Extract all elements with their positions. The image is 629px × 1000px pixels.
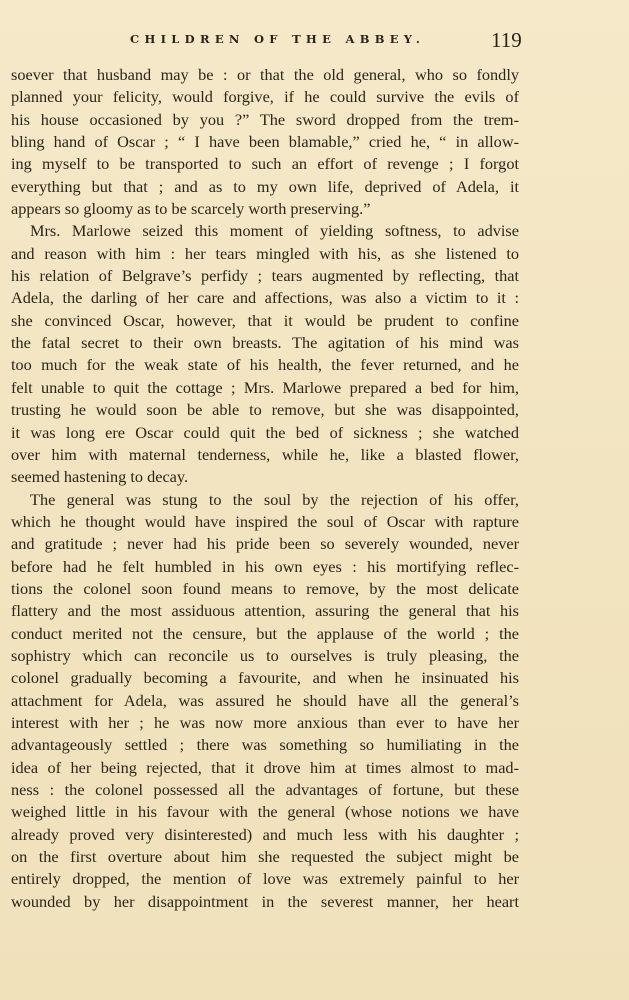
text-line: colonel gradually becoming a favourite, and when he insinuated his	[11, 668, 519, 688]
text-line: soever that husband may be : or that the old general, who so fondly	[11, 65, 519, 84]
text-line: sophistry which can reconcile us to ourselves is truly pleasing, the	[11, 645, 519, 665]
text-line: and gratitude ; never had his pride been so severely wounded, never	[11, 534, 519, 554]
text-line: appears so gloomy as to be scarcely worth preserving.”	[11, 199, 371, 219]
body-text	[11, 64, 519, 913]
text-line: everything but that ; and as to my own life, deprived of Adela, it	[11, 176, 519, 196]
text-line: before had he felt humbled in his own eyes : his mortifying reflec-	[11, 556, 519, 576]
page-header	[0, 30, 629, 54]
text-line: which he thought would have inspired the soul of Oscar with rapture	[11, 511, 519, 531]
text-line: his relation of Belgrave’s perfidy ; tears augmented by reflecting, that	[11, 266, 519, 286]
text-line: bling hand of Oscar ; “ I have been blamable,” cried he, “ in allow-	[11, 132, 519, 152]
text-line: his house occasioned by you ?” The sword dropped from the trem-	[11, 109, 519, 129]
text-line: interest with her ; he was now more anxious than ever to have her	[11, 712, 519, 732]
text-line: weighed little in his favour with the general (whose notions we have	[11, 802, 519, 822]
text-line: too much for the weak state of his health, the fever returned, and he	[11, 355, 519, 375]
text-line: planned your felicity, would forgive, if he could survive the evils of	[11, 87, 519, 107]
text-line: over him with maternal tenderness, while he, like a blasted flower,	[11, 444, 519, 464]
text-line: conduct merited not the censure, but the applause of the world ; the	[11, 623, 519, 643]
text-line: trusting he would soon be able to remove, but she was disappointed,	[11, 400, 519, 420]
text-line: advantageously settled ; there was something so humiliating in the	[11, 735, 519, 755]
text-line: The general was stung to the soul by the rejection of his offer,	[30, 489, 519, 509]
text-line: felt unable to quit the cottage ; Mrs. Marlowe prepared a bed for him,	[11, 377, 519, 397]
text-line: seemed hastening to decay.	[11, 467, 189, 487]
text-line: she convinced Oscar, however, that it would be prudent to confine	[11, 310, 519, 330]
text-line: attachment for Adela, was assured he should have all the general’s	[11, 690, 519, 710]
text-line: Mrs. Marlowe seized this moment of yielding softness, to advise	[30, 221, 519, 241]
text-line: ness : the colonel possessed all the advantages of fortune, but these	[11, 780, 519, 799]
text-line: tions the colonel soon found means to remove, by the most delicate	[11, 578, 519, 598]
text-line: wounded by her disappointment in the severest manner, her heart	[11, 891, 519, 911]
text-line: flattery and the most assiduous attention, assuring the general that his	[11, 601, 519, 621]
text-line: idea of her being rejected, that it drove him at times almost to mad-	[11, 757, 519, 777]
text-line: already proved very disinterested) and much less with his daughter ;	[11, 824, 519, 844]
text-line: on the first overture about him she requested the subject might be	[11, 847, 519, 867]
page-number: 119	[491, 28, 522, 52]
text-line: Adela, the darling of her care and affections, was also a victim to it :	[11, 288, 519, 308]
running-head: CHILDREN OF THE ABBEY.	[130, 32, 426, 46]
text-line: ing myself to be transported to such an effort of revenge ; I forgot	[11, 154, 519, 174]
text-line: the fatal secret to their own breasts. The agitation of his mind was	[11, 333, 519, 353]
text-line: it was long ere Oscar could quit the bed of sickness ; she watched	[11, 422, 519, 442]
text-line: and reason with him : her tears mingled with his, as she listened to	[11, 243, 519, 263]
text-line: entirely dropped, the mention of love was extremely painful to her	[11, 869, 519, 889]
